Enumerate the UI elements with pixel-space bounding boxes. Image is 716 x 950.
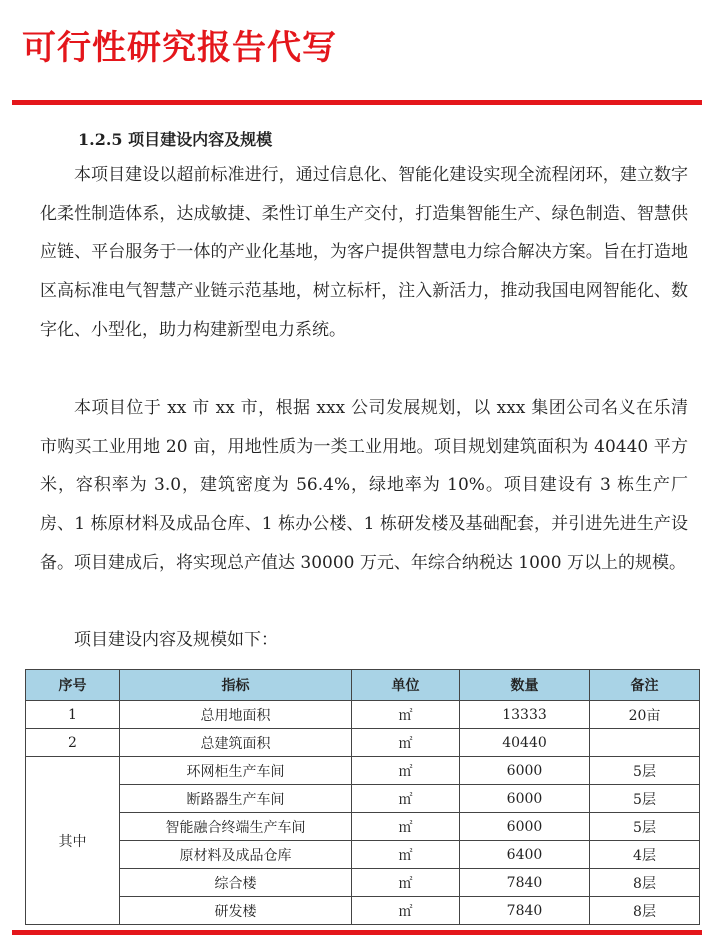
paragraph-2: 本项目位于 xx 市 xx 市，根据 xxx 公司发展规划，以 xxx 集团公司名义在乐清市购买工业用地 20 亩，用地性质为一类工业用地。项目规划建筑面积为 40440 平方米，容积率为 3.0，建筑密度为 56.4%，绿地率为 10%。项目建设有 3 栋生产厂房、1 栋原材料及成品仓库、1 栋办公楼、1 栋研发楼及基础配套，并引进先进生产设备。项目建成后，将实现总产值达 30000 万元、年综合纳税达 1000 万以上的规模。 [40,398,688,573]
cell-unit: ㎡ [352,701,460,729]
header-no: 序号 [26,670,120,701]
cell-note: 5层 [590,757,700,785]
cell-qty: 7840 [460,897,590,925]
cell-name: 原材料及成品仓库 [120,841,352,869]
paragraph-1: 本项目建设以超前标准进行，通过信息化、智能化建设实现全流程闭环，建立数字化柔性制造体系，达成敏捷、柔性订单生产交付，打造集智能生产、绿色制造、智慧供应链、平台服务于一体的产业化基地，为客户提供智慧电力综合解决方案。旨在打造地区高标准电气智慧产业链示范基地，树立标杆，注入新活力，推动我国电网智能化、数字化、小型化，助力构建新型电力系统。 [40,165,688,340]
bottom-red-rule [12,930,702,935]
cell-unit: ㎡ [352,729,460,757]
cell-name: 综合楼 [120,869,352,897]
cell-name: 研发楼 [120,897,352,925]
cell-no: 1 [26,701,120,729]
cell-qty: 6000 [460,757,590,785]
cell-name: 总用地面积 [120,701,352,729]
cell-qty: 6000 [460,785,590,813]
header-indicator: 指标 [120,670,352,701]
cell-note: 5层 [590,785,700,813]
table-row [26,841,700,869]
table-row [26,729,700,757]
section-heading: 1.2.5 项目建设内容及规模 [78,130,273,149]
cell-qty: 13333 [460,701,590,729]
table-row [26,813,700,841]
table-row [26,869,700,897]
cell-unit: ㎡ [352,757,460,785]
table-header-row [26,670,700,701]
header-note: 备注 [590,670,700,701]
table-row [26,897,700,925]
top-red-rule [12,100,702,105]
cell-qty: 40440 [460,729,590,757]
cell-unit: ㎡ [352,869,460,897]
cell-note: 20亩 [590,701,700,729]
cell-note: 8层 [590,897,700,925]
cell-unit: ㎡ [352,785,460,813]
table-row [26,701,700,729]
header-unit: 单位 [352,670,460,701]
cell-unit: ㎡ [352,897,460,925]
cell-qty: 6400 [460,841,590,869]
scale-table [25,669,700,925]
cell-no: 2 [26,729,120,757]
table-row [26,785,700,813]
cell-name: 总建筑面积 [120,729,352,757]
cell-qty: 7840 [460,869,590,897]
table-intro: 项目建设内容及规模如下： [74,630,278,650]
cell-name: 智能融合终端生产车间 [120,813,352,841]
cell-note: 5层 [590,813,700,841]
table-row [26,757,700,785]
cell-unit: ㎡ [352,841,460,869]
cell-note [590,729,700,757]
group-label-cell: 其中 [26,757,120,925]
cell-unit: ㎡ [352,813,460,841]
cell-name: 环网柜生产车间 [120,757,352,785]
cell-note: 8层 [590,869,700,897]
cell-qty: 6000 [460,813,590,841]
banner-title: 可行性研究报告代写 [22,28,337,68]
cell-note: 4层 [590,841,700,869]
cell-name: 断路器生产车间 [120,785,352,813]
header-quantity: 数量 [460,670,590,701]
